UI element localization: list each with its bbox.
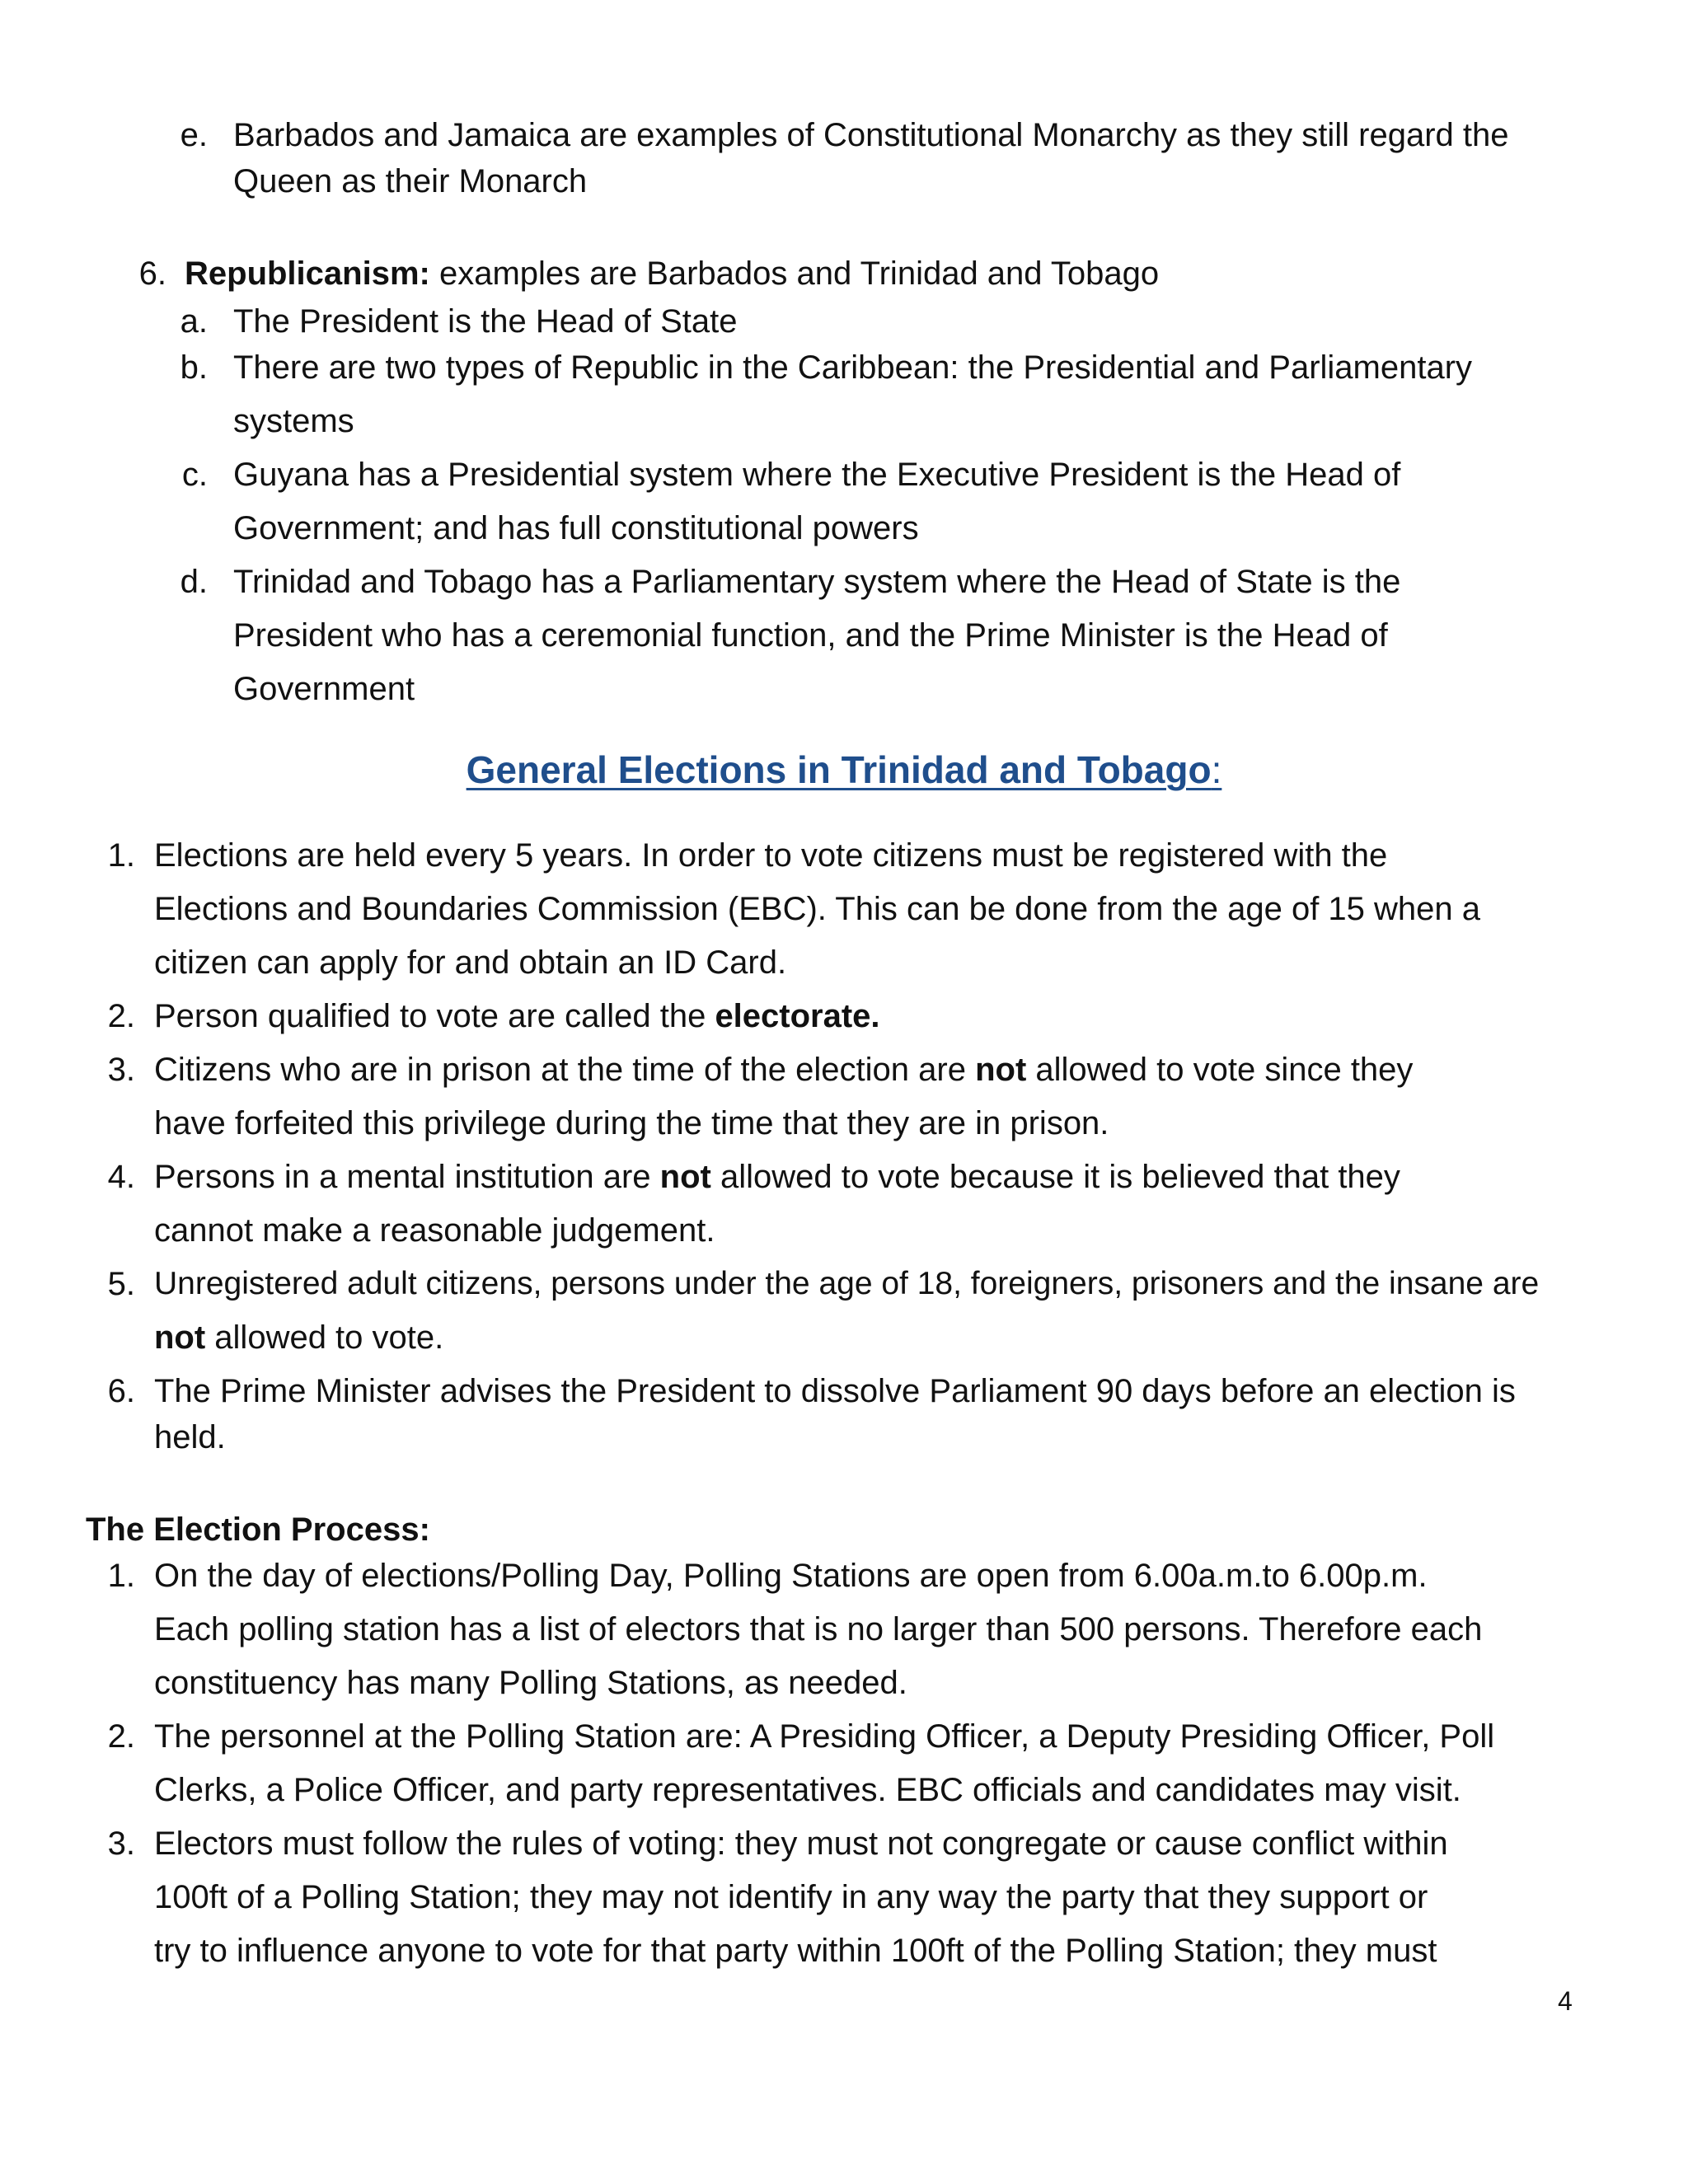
text-run: Citizens who are in prison at the time of the election are <box>154 1052 976 1088</box>
list-item-text: Barbados and Jamaica are examples of Constitutional Monarchy as they still regard the <box>233 117 1509 153</box>
list-marker: 1. <box>107 837 135 874</box>
list-item-text: 100ft of a Polling Station; they may not identify in any way the party that they support or <box>154 1879 1428 1915</box>
list-item-text: Unregistered adult citizens, persons under the age of 18, foreigners, prisoners and the insane are <box>154 1266 1540 1301</box>
list-item-text: Guyana has a Presidential system where the Executive President is the Head of <box>233 457 1401 493</box>
list-item-text: Electors must follow the rules of voting: they must not congregate or cause conflict within <box>154 1825 1448 1862</box>
emphasis-not: not <box>975 1052 1027 1088</box>
list-item-text: President who has a ceremonial function, and the Prime Minister is the Head of <box>233 617 1388 654</box>
list-marker: d. <box>180 564 208 600</box>
list-item-text: held. <box>154 1419 226 1455</box>
list-marker: 2. <box>107 1718 135 1755</box>
list-marker: 5. <box>107 1266 135 1302</box>
text-run: Person qualified to vote are called the <box>154 998 715 1034</box>
text-run: allowed to vote because it is believed that they <box>710 1159 1400 1195</box>
list-item-text: systems <box>233 403 354 439</box>
list-marker: e. <box>180 117 208 153</box>
election-process-title: The Election Process: <box>86 1511 430 1548</box>
list-item-text: try to influence anyone to vote for that party within 100ft of the Polling Station; they must <box>154 1933 1437 1969</box>
list-marker: 3. <box>107 1825 135 1862</box>
republicanism-title <box>185 254 1159 293</box>
list-marker: 1. <box>107 1558 135 1594</box>
page-number: 4 <box>1558 1986 1573 2016</box>
list-marker: 3. <box>107 1052 135 1088</box>
list-item-text: On the day of elections/Polling Day, Polling Stations are open from 6.00a.m.to 6.00p.m. <box>154 1558 1428 1594</box>
text-run: Persons in a mental institution are <box>154 1159 660 1195</box>
list-item-text: The Prime Minister advises the President to dissolve Parliament 90 days before an election is <box>154 1373 1516 1409</box>
list-item-text: Government <box>233 671 415 707</box>
list-item-text: Each polling station has a list of electors that is no larger than 500 persons. Therefore each <box>154 1611 1483 1647</box>
list-item-text <box>154 1318 443 1357</box>
list-marker: a. <box>180 303 208 340</box>
list-marker: 6. <box>107 1373 135 1409</box>
text-run: allowed to vote. <box>205 1319 444 1356</box>
republicanism-examples: examples are Barbados and Trinidad and Tobago <box>429 255 1160 292</box>
list-item-text: There are two types of Republic in the Caribbean: the Presidential and Parliamentary <box>233 349 1473 386</box>
list-item-text: citizen can apply for and obtain an ID Card. <box>154 944 787 981</box>
section-heading <box>0 747 1688 793</box>
list-item-text: Government; and has full constitutional powers <box>233 510 919 546</box>
republicanism-label: Republicanism: <box>185 255 430 292</box>
list-item-text <box>154 1157 1400 1197</box>
list-marker: c. <box>181 457 208 493</box>
list-item-text <box>154 996 880 1036</box>
list-item-text: The President is the Head of State <box>233 303 738 340</box>
text-run: allowed to vote since they <box>1026 1052 1414 1088</box>
list-item-text: constituency has many Polling Stations, as needed. <box>154 1665 907 1701</box>
list-marker: 4. <box>107 1159 135 1195</box>
emphasis-not: not <box>659 1159 711 1195</box>
list-item-text: Trinidad and Tobago has a Parliamentary system where the Head of State is the <box>233 564 1401 600</box>
list-marker: 2. <box>107 998 135 1034</box>
list-marker: b. <box>180 349 208 386</box>
emphasis-not: not <box>154 1319 206 1356</box>
list-item-text: The personnel at the Polling Station are: A Presiding Officer, a Deputy Presiding Officer, Poll <box>154 1718 1495 1755</box>
list-item-text: Clerks, a Police Officer, and party representatives. EBC officials and candidates may visit. <box>154 1772 1461 1808</box>
list-marker: 6. <box>138 255 166 292</box>
heading-colon: : <box>1211 748 1222 791</box>
list-item-text: Elections are held every 5 years. In order to vote citizens must be registered with the <box>154 837 1388 874</box>
list-item-text: Elections and Boundaries Commission (EBC). This can be done from the age of 15 when a <box>154 891 1481 927</box>
heading-text: General Elections in Trinidad and Tobago <box>466 748 1212 791</box>
list-item-text: have forfeited this privilege during the time that they are in prison. <box>154 1105 1109 1141</box>
emphasis-electorate: electorate. <box>715 998 880 1034</box>
list-item-text: Queen as their Monarch <box>233 163 588 199</box>
list-item-text <box>154 1050 1413 1090</box>
list-item-text: cannot make a reasonable judgement. <box>154 1212 715 1249</box>
